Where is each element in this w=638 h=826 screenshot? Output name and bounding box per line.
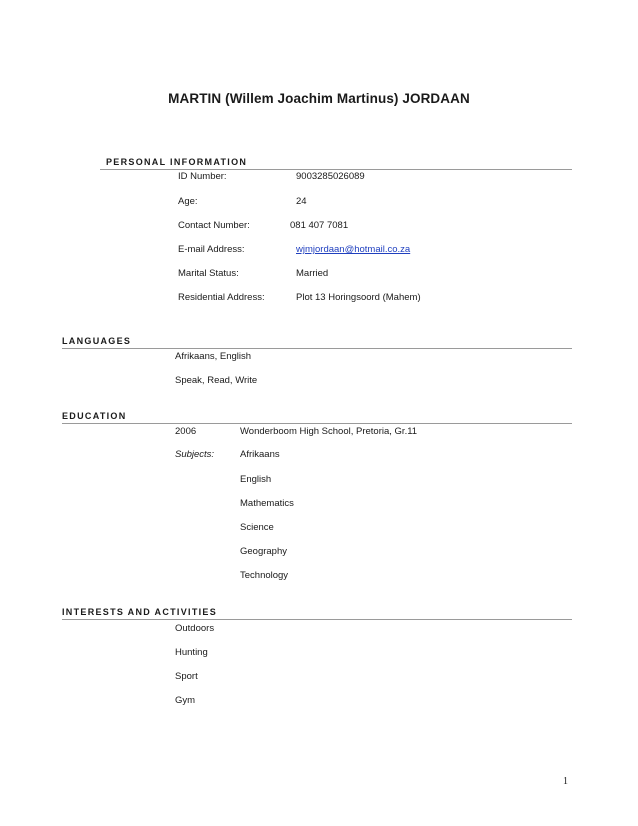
residential-address-label: Residential Address: (178, 292, 265, 303)
subject-item: Mathematics (240, 498, 294, 509)
subjects-label: Subjects: (175, 449, 215, 460)
interest-item: Sport (175, 671, 198, 682)
interests-divider (62, 619, 572, 620)
subject-item: Technology (240, 570, 289, 581)
email-label: E-mail Address: (178, 244, 245, 255)
marital-status-value: Married (296, 268, 329, 279)
page-number: 1 (563, 776, 568, 787)
language-skills: Speak, Read, Write (175, 375, 258, 386)
subject-item: Afrikaans (240, 449, 280, 460)
marital-status-label: Marital Status: (178, 268, 239, 279)
email-link[interactable]: wjmjordaan@hotmail.co.za (296, 244, 411, 255)
languages-list: Afrikaans, English (175, 351, 252, 362)
subject-item: English (240, 474, 272, 485)
education-divider (62, 423, 572, 424)
contact-number-label: Contact Number: (178, 220, 250, 231)
subject-item: Geography (240, 546, 288, 557)
interest-item: Hunting (175, 647, 208, 658)
resume-name: MARTIN (Willem Joachim Martinus) JORDAAN (168, 91, 470, 106)
education-heading: EDUCATION (62, 411, 127, 421)
id-number-value: 9003285026089 (296, 171, 365, 182)
interest-item: Gym (175, 695, 196, 706)
personal-information-divider (100, 169, 572, 170)
subject-item: Science (240, 522, 274, 533)
age-label: Age: (178, 196, 198, 207)
residential-address-value: Plot 13 Horingsoord (Mahem) (296, 292, 421, 303)
interest-item: Outdoors (175, 623, 215, 634)
contact-number-value: 081 407 7081 (290, 220, 349, 231)
education-school: Wonderboom High School, Pretoria, Gr.11 (240, 426, 418, 437)
interests-heading: INTERESTS AND ACTIVITIES (62, 607, 218, 617)
personal-information-heading: PERSONAL INFORMATION (106, 157, 248, 167)
education-year: 2006 (175, 426, 197, 437)
languages-divider (62, 348, 572, 349)
age-value: 24 (296, 196, 307, 207)
languages-heading: LANGUAGES (62, 336, 132, 346)
id-number-label: ID Number: (178, 171, 227, 182)
